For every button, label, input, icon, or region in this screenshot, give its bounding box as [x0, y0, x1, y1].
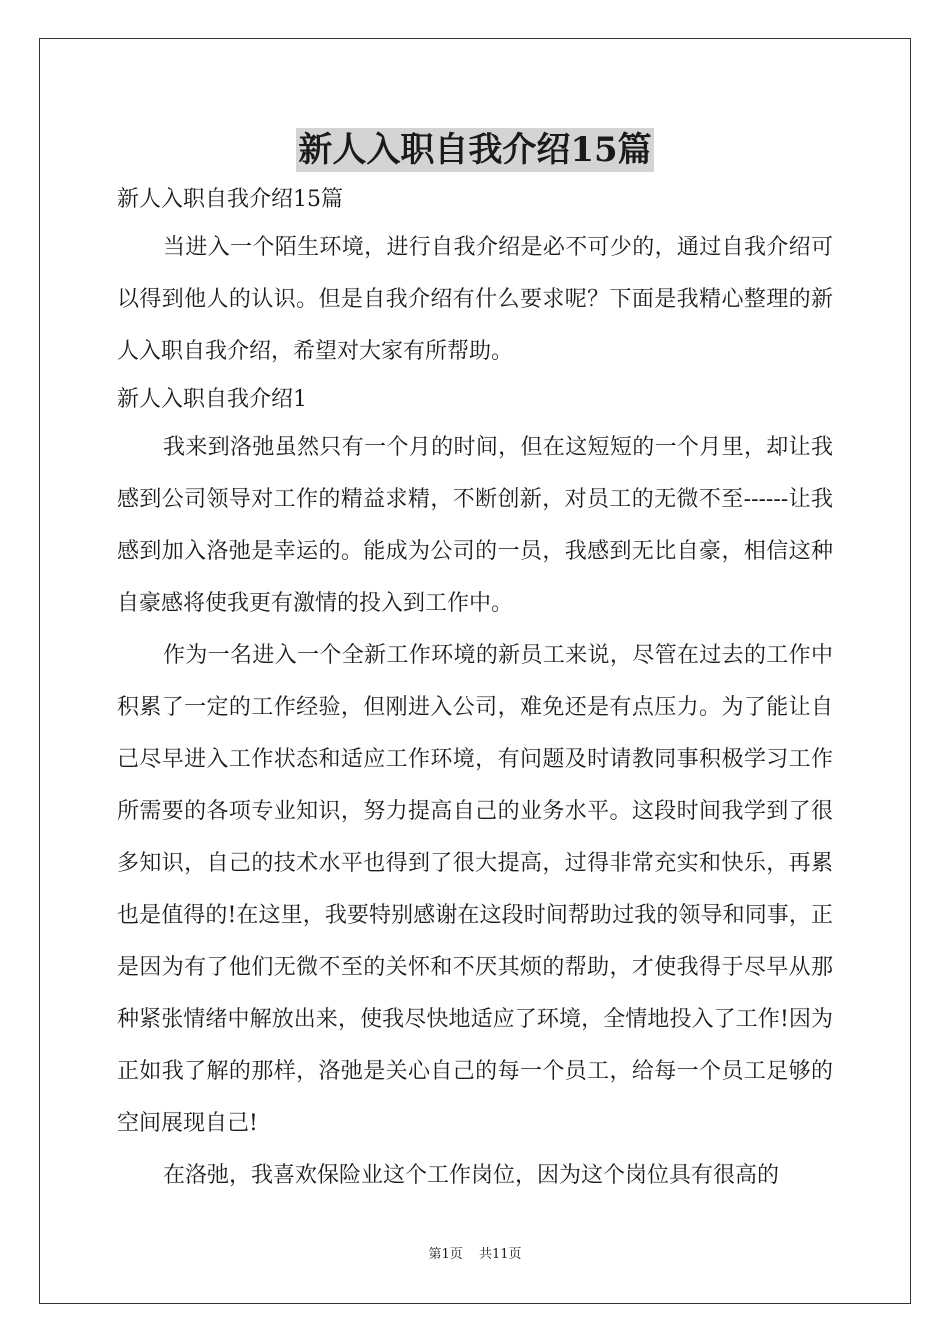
body-paragraph-1: 我来到洛弛虽然只有一个月的时间，但在这短短的一个月里，却让我感到公司领导对工作的精益求精，不断创新，对员工的无微不至------让我感到加入洛弛是幸运的。能成为公司的一员，我感到无比自豪，相信这种自豪感将使我更有激情的投入到工作中。 [117, 435, 833, 616]
title-container [0, 128, 950, 172]
body-paragraph-3: 在洛弛，我喜欢保险业这个工作岗位，因为这个岗位具有很高的 [163, 1163, 780, 1188]
page-number-total: 共11页 [478, 1247, 522, 1262]
section-heading-1: 新人入职自我介绍1 [117, 387, 307, 412]
page-footer [0, 1245, 950, 1265]
body-paragraph-2: 作为一名进入一个全新工作环境的新员工来说，尽管在过去的工作中积累了一定的工作经验，但刚进入公司，难免还是有点压力。为了能让自己尽早进入工作状态和适应工作环境，有问题及时请教同事积极学习工作所需要的各项专业知识，努力提高自己的业务水平。这段时间我学到了很多知识，自己的技术水平也得到了很大提高，过得非常充实和快乐，再累也是值得的!在这里，我要特别感谢在这段时间帮助过我的领导和同事，正是因为有了他们无微不至的关怀和不厌其烦的帮助，才使我得于尽早从那种紧张情绪中解放出来，使我尽快地适应了环境，全情地投入了工作!因为正如我了解的那样，洛弛是关心自己的每一个员工，给每一个员工足够的空间展现自己! [117, 643, 833, 1136]
intro-paragraph: 当进入一个陌生环境，进行自我介绍是必不可少的，通过自我介绍可以得到他人的认识。但是自我介绍有什么要求呢？下面是我精心整理的新人入职自我介绍，希望对大家有所帮助。 [117, 235, 833, 364]
document-subtitle: 新人入职自我介绍15篇 [117, 187, 343, 212]
document-title: 新人入职自我介绍15篇 [298, 130, 652, 170]
page-number-current: 第1页 [428, 1247, 463, 1262]
document-body [117, 178, 833, 1202]
